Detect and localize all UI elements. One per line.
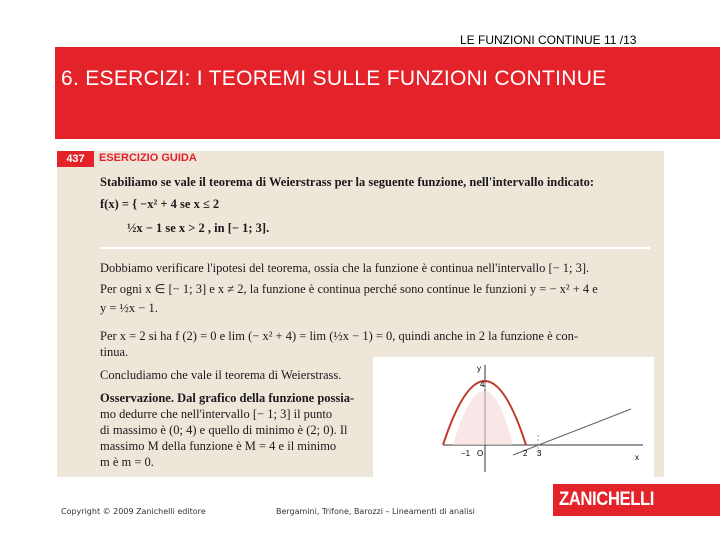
x-neg-label: −1 xyxy=(461,449,471,458)
text-line: Dobbiamo verificare l'ipotesi del teorema, ossia che la funzione è continua nell'intervallo [− 1; 3]. xyxy=(100,261,590,275)
text-line: m è m = 0. xyxy=(100,455,154,469)
text-line: y = ½x − 1. xyxy=(100,301,158,315)
page-title: 6. ESERCIZI: I TEOREMI SULLE FUNZIONI CONTINUE xyxy=(61,67,607,90)
exercise-statement: Stabiliamo se vale il teorema di Weierstrass per la seguente funzione, nell'intervallo indicato: xyxy=(100,175,595,189)
publisher-logo-text: ZANICHELLI xyxy=(559,489,654,510)
text-line: massimo M della funzione è M = 4 e il minimo xyxy=(100,439,337,453)
text-line: Per ogni x ∈ [− 1; 3] e x ≠ 2, la funzione è continua perché sono continue le funzioni y = − x² + 4 e xyxy=(100,282,598,296)
footer-copyright: Copyright © 2009 Zanichelli editore xyxy=(61,507,206,516)
function-graph xyxy=(373,357,654,477)
card-divider xyxy=(100,247,650,249)
y-axis-label: y xyxy=(477,364,481,373)
linear-segment xyxy=(513,409,631,455)
text-line: mo dedurre che nell'intervallo [− 1; 3] il punto xyxy=(100,407,333,421)
origin-label: O xyxy=(477,449,484,458)
text-line: Concludiamo che vale il teorema di Weierstrass. xyxy=(100,368,342,382)
x-axis-label: x xyxy=(635,453,639,462)
publisher-logo xyxy=(553,484,720,516)
x-three-label: 3 xyxy=(537,449,542,458)
x-two-label: 2 xyxy=(523,449,528,458)
function-definition-line1: f(x) = { −x² + 4 se x ≤ 2 xyxy=(100,197,220,211)
text-line: tinua. xyxy=(100,345,129,359)
exercise-card xyxy=(57,151,664,477)
y-max-label: 4 xyxy=(480,380,485,389)
text-line: di massimo è (0; 4) e quello di minimo è (2; 0). Il xyxy=(100,423,348,437)
header-chapter-page: LE FUNZIONI CONTINUE 11 /13 xyxy=(460,33,637,47)
function-definition-line2: ½x − 1 se x > 2 , in [− 1; 3]. xyxy=(127,221,270,235)
exercise-guide-label: ESERCIZIO GUIDA xyxy=(99,152,197,164)
title-band xyxy=(55,47,720,139)
exercise-number-badge: 437 xyxy=(57,151,94,167)
text-line: Osservazione. Dal grafico della funzione possia- xyxy=(100,391,355,405)
footer-authors: Bergamini, Trifone, Barozzi – Lineamenti di analisi xyxy=(276,507,475,516)
text-line: Per x = 2 si ha f (2) = 0 e lim (− x² + 4) = lim (½x − 1) = 0, quindi anche in 2 la funzione è con- xyxy=(100,329,578,343)
